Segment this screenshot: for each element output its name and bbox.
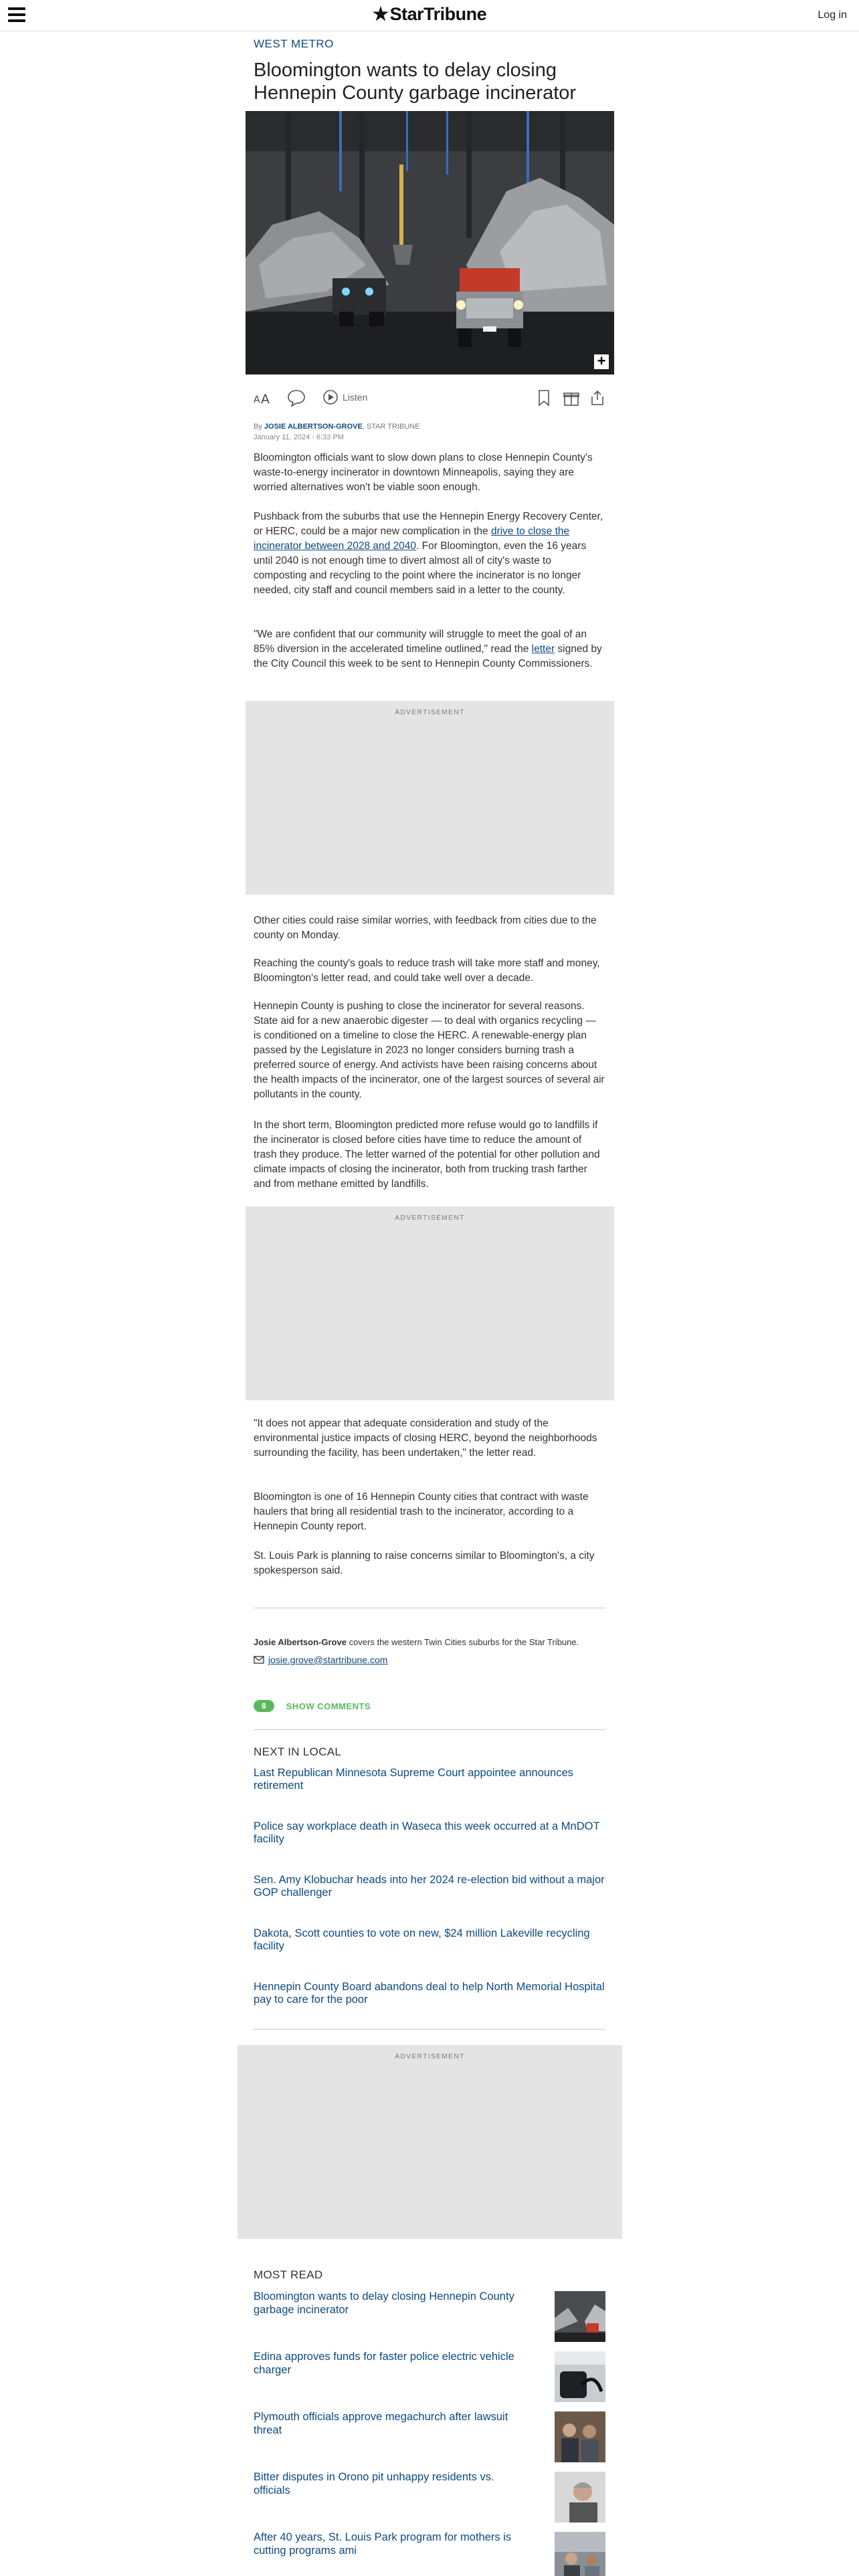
show-comments-button[interactable] bbox=[254, 1700, 605, 1712]
advertisement-slot[interactable] bbox=[246, 701, 614, 895]
article-paragraph: Bloomington is one of 16 Hennepin County cities that contract with waste haulers that bring all residential trash to the incinerator, according to a Hennepin County report. bbox=[254, 1491, 589, 1532]
article-paragraph: In the short term, Bloomington predicted more refuse would go to landfills if the incinerator is closed before cities have time to reduce the amount of trash they produce. The letter warned of the potential for other pollution and climate impacts of closing the incinerator, both from trucking trash farther and from methane emitted by landfills. bbox=[254, 1119, 600, 1190]
bookmark-icon[interactable] bbox=[537, 389, 551, 407]
author-description: covers the western Twin Cities suburbs for the Star Tribune. bbox=[346, 1637, 579, 1647]
star-icon: ★ bbox=[372, 4, 389, 24]
text-size-icon[interactable] bbox=[254, 389, 274, 405]
article-paragraph bbox=[254, 510, 605, 598]
advertisement-slot[interactable] bbox=[237, 2045, 622, 2239]
most-read-thumbnail[interactable] bbox=[555, 2291, 605, 2342]
article-paragraph bbox=[254, 627, 605, 671]
listen-label: Listen bbox=[343, 392, 368, 403]
most-read-thumbnail[interactable] bbox=[555, 2351, 605, 2402]
play-icon bbox=[322, 389, 339, 405]
listen-button[interactable] bbox=[322, 389, 367, 405]
article-paragraph: Reaching the county's goals to reduce trash will take more staff and money, Bloomington's letter read, and could take well over a decade. bbox=[254, 958, 600, 984]
next-in-local-item[interactable]: Hennepin County Board abandons deal to help North Memorial Hospital pay to care for the poor bbox=[254, 1981, 605, 2006]
divider bbox=[254, 2029, 605, 2030]
article-paragraph: Other cities could raise similar worries, with feedback from cities due to the county on Monday. bbox=[254, 915, 597, 941]
article-headline: Bloomington wants to delay closing Hennepin County garbage incinerator bbox=[254, 60, 577, 104]
letter-link[interactable]: letter bbox=[531, 643, 555, 655]
article-paragraph: Bloomington officials want to slow down plans to close Hennepin County's waste-to-energy incinerator in downtown Minneapolis, saying they are worried alternatives won't be viable soon enough. bbox=[254, 452, 593, 493]
brand-name: StarTribune bbox=[389, 4, 487, 24]
incinerator-photo bbox=[246, 111, 614, 374]
show-comments-label: SHOW COMMENTS bbox=[286, 1701, 371, 1711]
most-read-item[interactable]: Plymouth officials approve megachurch after lawsuit threat bbox=[254, 2411, 508, 2436]
advertisement-label: ADVERTISEMENT bbox=[395, 1214, 465, 1222]
next-in-local-item[interactable]: Last Republican Minnesota Supreme Court appointee announces retirement bbox=[254, 1767, 573, 1792]
byline bbox=[254, 423, 605, 431]
byline-publication: , STAR TRIBUNE bbox=[362, 423, 420, 431]
author-email-link[interactable]: josie.grove@startribune.com bbox=[268, 1654, 388, 1665]
paragraph-text: Pushback from the suburbs that use the Hennepin Energy Recovery Center, or HERC, could be a major new complication in the bbox=[254, 511, 603, 537]
divider bbox=[254, 1729, 605, 1730]
gift-icon[interactable] bbox=[563, 389, 580, 407]
paragraph-text: "We are confident that our community will struggle to meet the goal of an 85% diversion in the accelerated timeline outlined," read the bbox=[254, 629, 587, 655]
publish-date: January 11, 2024 - 6:33 PM bbox=[254, 433, 344, 441]
byline-prefix: By bbox=[254, 423, 262, 431]
incinerator-closure-link[interactable]: drive to close the incinerator between 2028 and 2040 bbox=[254, 526, 570, 552]
expand-image-icon[interactable]: + bbox=[594, 354, 609, 369]
most-read-item[interactable]: Bloomington wants to delay closing Hennepin County garbage incinerator bbox=[254, 2290, 514, 2316]
most-read-item[interactable]: After 40 years, St. Louis Park program for mothers is cutting programs ami bbox=[254, 2531, 512, 2557]
most-read-item[interactable]: Edina approves funds for faster police electric vehicle charger bbox=[254, 2351, 514, 2376]
top-navigation-bar bbox=[0, 0, 859, 31]
author-bio bbox=[254, 1637, 605, 1647]
author-email-row bbox=[254, 1654, 605, 1665]
article-paragraph: "It does not appear that adequate consideration and study of the environmental justice impacts of closing HERC, beyond the neighborhoods surrounding the facility, has been undertaken," the letter read. bbox=[254, 1418, 597, 1459]
advertisement-label: ADVERTISEMENT bbox=[395, 709, 465, 716]
advertisement-label: ADVERTISEMENT bbox=[395, 2053, 465, 2060]
login-link[interactable]: Log in bbox=[818, 9, 847, 21]
article-toolbar bbox=[254, 387, 605, 411]
article-paragraph: St. Louis Park is planning to raise concerns similar to Bloomington's, a city spokesperson said. bbox=[254, 1550, 595, 1576]
svg-text:A: A bbox=[261, 392, 270, 405]
author-link[interactable]: JOSIE ALBERTSON-GROVE bbox=[264, 423, 363, 431]
most-read-heading: MOST READ bbox=[254, 2268, 323, 2281]
site-logo[interactable] bbox=[0, 4, 859, 25]
article-paragraph: Hennepin County is pushing to close the incinerator for several reasons. State aid for a new anaerobic digester — to deal with organics recycling — is conditioned on a timeline to close the HERC. A renewable-energy plan passed by the Legislature in 2023 no longer considers burning trash a preferred source of energy. And activists have been raising concerns about the health impacts of the incinerator, one of the largest sources of several air pollutants in the county. bbox=[254, 1000, 605, 1100]
most-read-thumbnail[interactable] bbox=[555, 2411, 605, 2462]
next-in-local-item[interactable]: Sen. Amy Klobuchar heads into her 2024 re-election bid without a major GOP challenger bbox=[254, 1874, 605, 1899]
section-label[interactable]: WEST METRO bbox=[254, 37, 334, 50]
next-in-local-item[interactable]: Police say workplace death in Waseca this week occurred at a MnDOT facility bbox=[254, 1820, 600, 1845]
envelope-icon bbox=[254, 1656, 264, 1664]
comment-icon[interactable] bbox=[287, 389, 306, 407]
hero-image[interactable] bbox=[246, 111, 614, 374]
share-icon[interactable] bbox=[589, 389, 605, 407]
most-read-item[interactable]: Bitter disputes in Orono pit unhappy residents vs. officials bbox=[254, 2471, 494, 2496]
most-read-thumbnail[interactable] bbox=[555, 2472, 605, 2523]
comment-count-badge: 8 bbox=[254, 1700, 274, 1712]
svg-text:A: A bbox=[254, 395, 260, 405]
paragraph-text: signed by the City Council this week to be sent to Hennepin County Commissioners. bbox=[254, 643, 602, 669]
advertisement-slot[interactable] bbox=[246, 1206, 614, 1400]
most-read-thumbnail[interactable] bbox=[555, 2532, 605, 2576]
next-in-local-item[interactable]: Dakota, Scott counties to vote on new, $24 million Lakeville recycling facility bbox=[254, 1927, 590, 1952]
next-in-local-heading: NEXT IN LOCAL bbox=[254, 1745, 342, 1758]
author-name: Josie Albertson-Grove bbox=[254, 1637, 347, 1647]
paragraph-text: . For Bloomington, even the 16 years until 2040 is not enough time to divert almost all of city's waste to composting and recycling to the point where the incinerator is no longer needed, city staff and council members said in a letter to the county. bbox=[254, 540, 587, 596]
